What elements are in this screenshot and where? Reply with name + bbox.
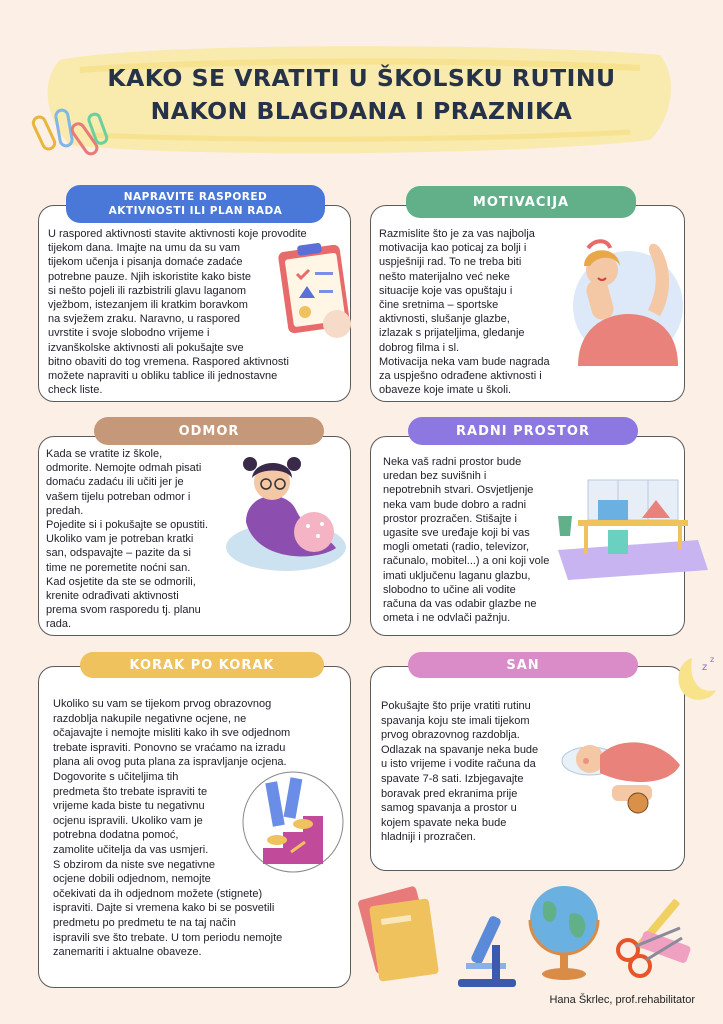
flexing-woman-icon (568, 226, 688, 366)
title-line-2: NAKON BLAGDANA I PRAZNIKA (150, 97, 573, 125)
san-text: Pokušajte što prije vratiti rutinu spavanja koju ste imali tijekom prvog obrazovnog razdoblja. Odlazak na spavanje neka bude u isto vrijeme i vodite računa da spavate 7-8 sati. Izbjegavajte boravak pred ekranima prije samog spavanja a prostor u kojem spavate neka bude hladniji i prozračen. (381, 700, 539, 844)
globe-icon (524, 880, 604, 985)
odmor-heading: ODMOR (94, 417, 324, 445)
odmor-text: Kada se vratite iz škole, odmorite. Nemojte odmah pisati domaću zadaću ili učiti jer je vašem tijelu potreban odmor i predah. Pojedite si i pokušajte se opustiti. Ukoliko vam je potreban kratki san, odspavajte – pazite da si time ne poremetite noćni san. Kad osjetite da ste se odmorili, krenite odrađivati aktivnosti prema svom rasporedu tj. planu rada. (46, 448, 209, 631)
desk-icon (548, 460, 708, 580)
san-heading: SAN (408, 652, 638, 678)
raspored-text: U raspored aktivnosti stavite aktivnosti koje provodite tijekom dana. Imajte na umu da su vam tijekom učenja i pisanja domaće zadaće potrebne pauze. Njih iskoristite kako biste si nešto pojeli ili razbistrili glavu laganom vježbom, istezanjem ili kratkim boravkom na svježem zraku. Naravno, u raspored uvrstite i svoje slobodno vrijeme i izvanškolske aktivnosti ali pokušajte sve bitno obaviti do tog vremena. Raspored aktivnosti možete napraviti u obliku tablice ili jednostavne check liste. (48, 228, 307, 397)
korak-heading: KORAK PO KORAK (80, 652, 324, 678)
moon-icon (662, 650, 722, 710)
radni-text: Neka vaš radni prostor bude uredan bez suvišnih i nepotrebnih stvari. Osvjetljenje neka vam bude dobro a radni prostor prozračen. Stišajte i ugasite sve uređaje koji bi vas mogli ometati (radio, televizor, računalo, mobitel...) a oni koji vole imati uključenu laganu glazbu, slobodno to učine ali vodite računa da vas odabir glazbe ne ometa i ne odvlači pažnju. (383, 456, 550, 625)
radni-heading: RADNI PROSTOR (408, 417, 638, 445)
resting-girl-icon (226, 452, 356, 572)
author-credit: Hana Škrlec, prof.rehabilitator (549, 994, 695, 1006)
stairs-icon (243, 768, 343, 876)
motivacija-heading: MOTIVACIJA (406, 186, 636, 218)
motivacija-text: Razmislite što je za vas najbolja motivacija kao poticaj za bolji i uspješniji rad. To ne treba biti nešto materijalno već neke situacije koje vas opuštaju i čine sretnima – sportske aktivnosti, slušanje glazbe, izlazak s prijateljima, gledanje dobrog filma i sl. Motivacija neka vam bude nagrada za uspješno odrađene aktivnosti i obaveze koje imate u školi. (379, 228, 550, 397)
clipboard-icon (277, 238, 355, 338)
books-icon (356, 882, 446, 990)
korak-text: Ukoliko su vam se tijekom prvog obrazovnog razdoblja nakupile negativne ocjene, ne očajavajte i nemojte misliti kako ih sve odjednom trebate ispraviti. Ponovno se vraćamo na izradu plana ali ovog puta plana za ispravljanje ocjena. Dogovorite s učiteljima tih predmeta što trebate ispraviti te vrijeme kada biste tu negativnu ocjenu ispravili. Ukoliko vam je potrebna dodatna pomoć, zamolite učitelja da vas usmjeri. S obzirom da niste sve negativne ocjene dobili odjednom, nemojte očekivati da ih odjednom možete (stignete) ispraviti. Dajte si vremena kako bi se posvetili predmetu po predmetu te na taj način ispravili sve što trebate. U tom periodu nemojte zanemariti i aktualne obaveze. (53, 698, 291, 959)
title-line-1: KAKO SE VRATITI U ŠKOLSKU RUTINU (107, 64, 616, 92)
svg-text:z: z (710, 655, 715, 664)
paperclips-icon (34, 108, 114, 168)
svg-text:z: z (702, 662, 708, 673)
scissors-icon (610, 888, 700, 978)
raspored-heading: NAPRAVITE RASPORED AKTIVNOSTI ILI PLAN RADA (66, 185, 325, 223)
sleeping-boy-icon (560, 725, 685, 815)
microscope-icon (452, 905, 522, 990)
